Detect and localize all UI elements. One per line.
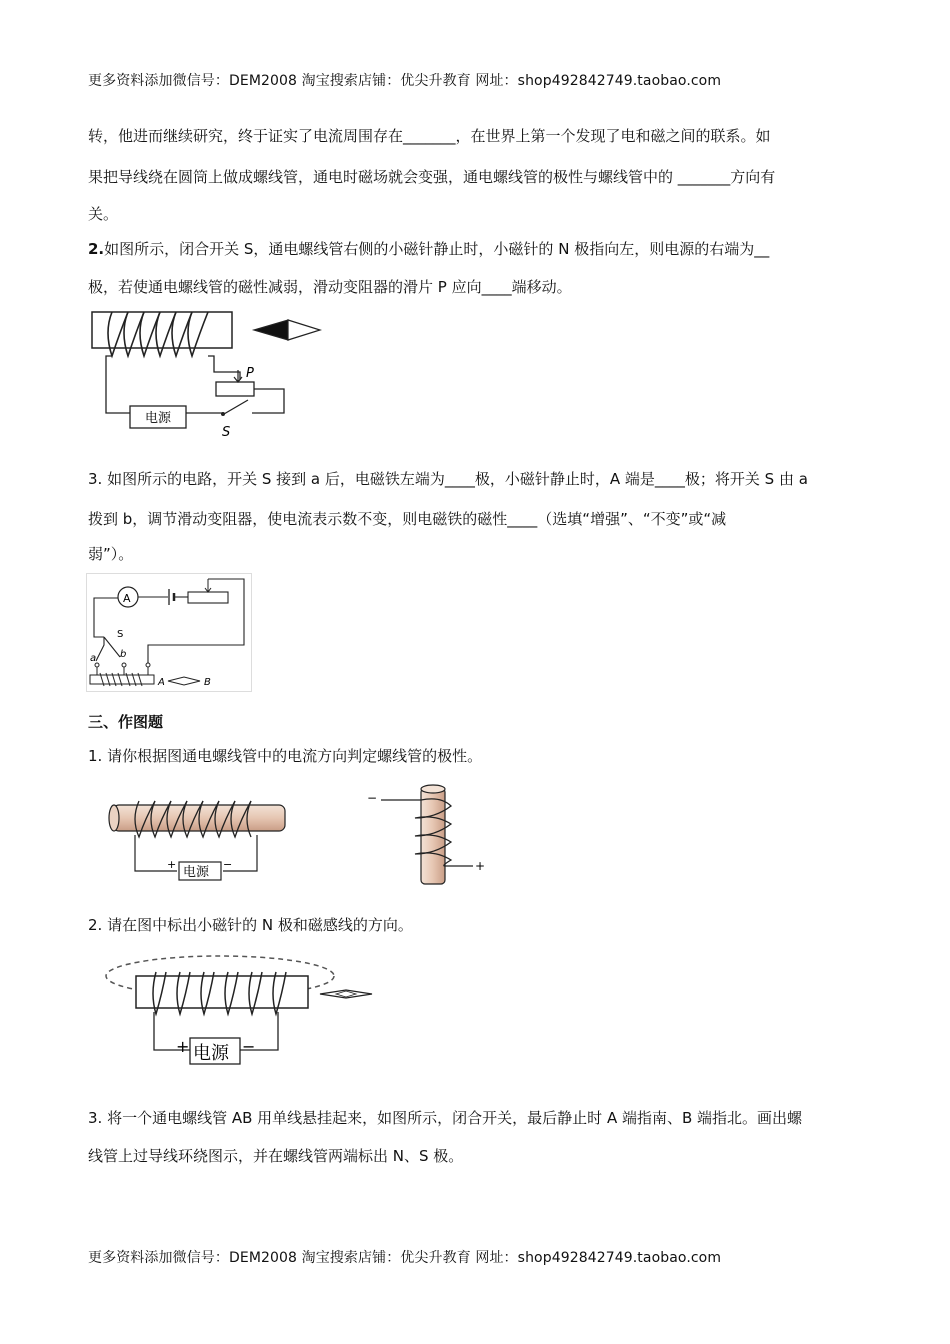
drawing-q1-figure-left xyxy=(105,795,295,885)
compass-needle xyxy=(168,677,200,685)
minus-label: − xyxy=(223,858,233,871)
solenoid-core xyxy=(92,312,232,348)
footer-shop-url[interactable]: shop492842749.taobao.com xyxy=(517,1250,722,1266)
q2-line-2: 极，若使通电螺线管的磁性减弱，滑动变阻器的滑片 P 应向____端移动。 xyxy=(88,278,572,296)
a-label: a xyxy=(90,653,97,664)
power-label: 电源 xyxy=(193,1043,229,1064)
drawing-q1-figure-right xyxy=(365,778,495,888)
drawing-q3-line-1: 3. 将一个通电螺线管 AB 用单线悬挂起来，如图所示，闭合开关，最后静止时 A 端指南、B 端指北。画出螺 xyxy=(88,1109,803,1127)
switch-blade xyxy=(224,400,248,414)
q1-line-1: 转，他进而继续研究，终于证实了电流周围存在_______，在世界上第一个发现了电和磁之间的联系。如 xyxy=(88,127,771,145)
footer-wechat-label: 更多资料添加微信号： xyxy=(88,1250,229,1266)
q3-line-1: 3. 如图所示的电路，开关 S 接到 a 后，电磁铁左端为____极，小磁针静止时，A 端是____极；将开关 S 由 a xyxy=(88,470,808,488)
q3-line-2: 拨到 b，调节滑动变阻器，使电流表示数不变，则电磁铁的磁性____（选填“增强”、“不变”或“减 xyxy=(88,510,727,528)
footer-shop-label: 淘宝搜索店铺：优尖升教育 网址： xyxy=(301,1250,518,1266)
page-header xyxy=(88,70,721,90)
wire xyxy=(208,356,240,380)
header-wechat-id: DEM2008 xyxy=(229,73,298,89)
drawing-q2-figure xyxy=(104,950,379,1070)
page-footer xyxy=(88,1247,721,1267)
drawing-q3-line-2: 线管上过导线环绕图示，并在螺线管两端标出 N、S 极。 xyxy=(88,1147,464,1165)
electromagnet xyxy=(90,675,154,684)
plus-label: + xyxy=(176,1037,190,1056)
section-3-title: 三、作图题 xyxy=(88,713,164,731)
switch-blade xyxy=(104,637,120,657)
b-label: b xyxy=(120,649,127,660)
q3-line-3: 弱”）。 xyxy=(88,545,134,563)
footer-wechat-id: DEM2008 xyxy=(229,1250,298,1266)
wire xyxy=(94,598,118,637)
compass-needle xyxy=(254,320,320,340)
power-label: 电源 xyxy=(183,865,210,880)
drawing-q1: 1. 请你根据图通电螺线管中的电流方向判定螺线管的极性。 xyxy=(88,747,483,765)
wire xyxy=(106,356,130,413)
wire xyxy=(96,637,104,661)
header-shop-label: 淘宝搜索店铺：优尖升教育 网址： xyxy=(301,73,518,89)
power-label: 电源 xyxy=(145,411,172,426)
header-shop-url[interactable]: shop492842749.taobao.com xyxy=(517,73,722,89)
p-label: P xyxy=(246,366,254,381)
ammeter-label: A xyxy=(123,592,131,605)
q2-text-1: 如图所示，闭合开关 S，通电螺线管右侧的小磁针静止时，小磁针的 N 极指向左，则电源的右端为__ xyxy=(104,240,770,258)
q2-circuit-figure xyxy=(88,308,328,443)
q1-line-3: 关。 xyxy=(88,205,119,223)
slider-arrow xyxy=(205,579,211,592)
minus-label: − xyxy=(242,1037,256,1056)
A-label: A xyxy=(158,677,165,688)
plus-label: + xyxy=(167,858,177,871)
s-label: S xyxy=(222,425,231,440)
wire xyxy=(252,389,284,413)
plus-label: + xyxy=(475,859,486,873)
q2-line-1 xyxy=(88,238,769,259)
rheostat xyxy=(216,382,254,396)
q1-line-2: 果把导线绕在圆筒上做成螺线管，通电时磁场就会变强，通电螺线管的极性与螺线管中的 _______方向有 xyxy=(88,168,776,186)
drawing-q2: 2. 请在图中标出小磁针的 N 极和磁感线的方向。 xyxy=(88,916,413,934)
header-wechat-label: 更多资料添加微信号： xyxy=(88,73,229,89)
q3-circuit-figure xyxy=(86,573,254,693)
B-label: B xyxy=(204,677,211,688)
q2-number: 2. xyxy=(88,240,105,258)
s-label: S xyxy=(117,629,124,640)
rheostat xyxy=(188,592,228,603)
minus-label: − xyxy=(367,791,378,805)
